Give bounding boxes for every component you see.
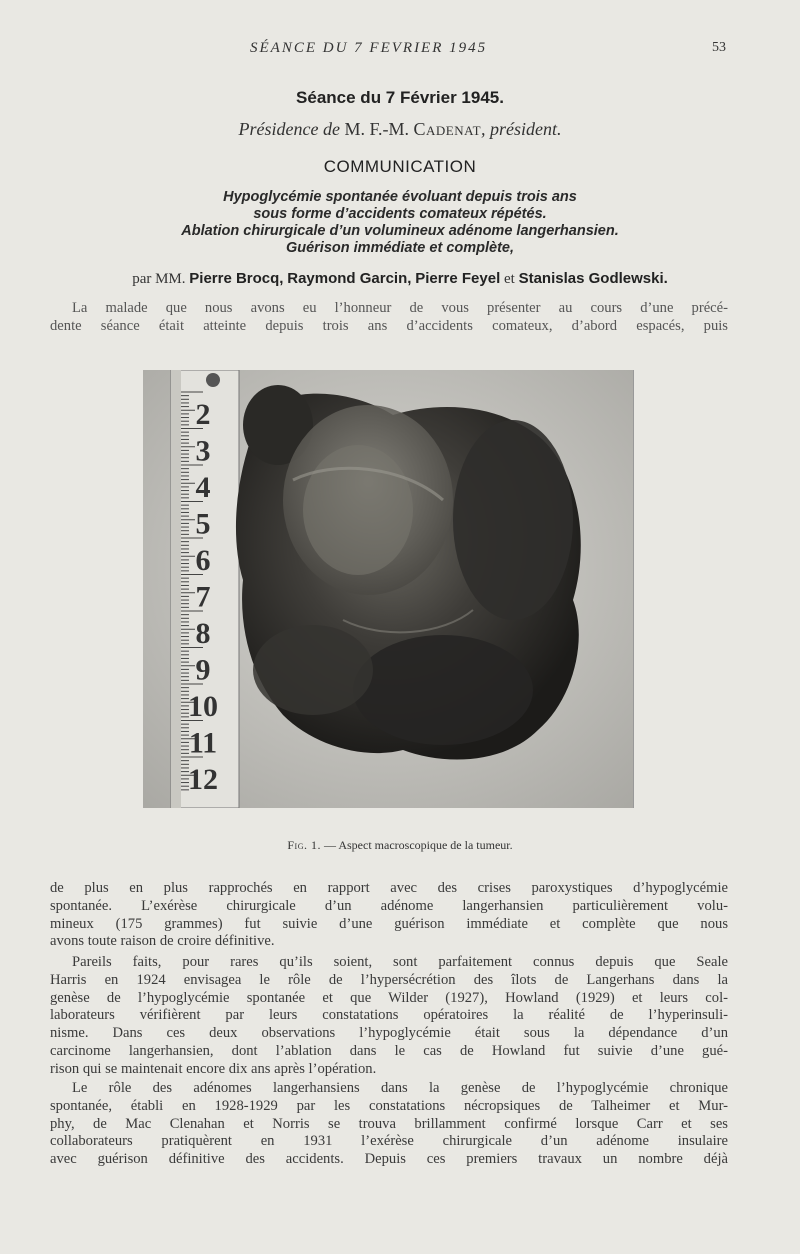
ruler-number: 12 <box>188 763 218 796</box>
intro-paragraph <box>50 300 728 336</box>
text-line: mineux (175 grammes) fut suivie d’une guérison immédiate et complète que nous <box>50 915 728 932</box>
text-line: spontanée. L’exérèse chirurgicale d’un adénome langerhansien particulièrement volu- <box>50 897 728 914</box>
authors-prefix: par MM. <box>132 271 186 287</box>
presidency-prefix: Présidence de <box>238 119 340 139</box>
tumor-photo-image <box>143 370 633 808</box>
authors-line <box>0 270 800 288</box>
text-line: Le rôle des adénomes langerhansiens dans la genèse de l’hypoglycémie chronique <box>72 1080 728 1096</box>
president-role: , président. <box>481 119 562 139</box>
caption-text: — Aspect macroscopique de la tumeur. <box>324 838 513 852</box>
title-line: Hypoglycémie spontanée évoluant depuis trois ans <box>223 189 577 205</box>
authors-conjunction: et <box>504 271 515 287</box>
text-line: nisme. Dans ces deux observations l’hypoglycémie était sous la dépendance d’un <box>50 1025 728 1042</box>
president-name: Cadenat <box>413 119 482 139</box>
text-line: genèse de l’hypoglycémie spontanée et que Wilder (1927), Howland (1929) et leurs col- <box>50 989 728 1006</box>
running-title: SÉANCE DU 7 FEVRIER 1945 <box>250 40 488 56</box>
author-name: Pierre Brocq, <box>189 270 284 287</box>
ruler-number: 8 <box>195 617 211 650</box>
body-paragraph-2 <box>50 954 728 1079</box>
ruler-number: 3 <box>195 434 211 468</box>
title-line: Ablation chirurgicale d’un volumineux adénome langerhansien. <box>181 223 619 239</box>
communication-title <box>0 189 800 257</box>
text-line: avons toute raison de croire définitive. <box>50 933 275 950</box>
text-line: avec guérison définitive des accidents. Depuis ces premiers travaux un nombre déjà <box>50 1151 728 1168</box>
text-line: spontanée, établi en 1928-1929 par les constatations nécropsiques de Talheimer et Mur- <box>50 1097 728 1114</box>
measuring-tape <box>171 370 239 808</box>
session-title: Séance du 7 Février 1945. <box>296 88 504 107</box>
text-line: Harris en 1924 envisagea le rôle de l’hypersécrétion des îlots de Langerhans dans la <box>50 971 728 988</box>
title-line: sous forme d’accidents comateux répétés. <box>253 206 547 222</box>
author-name: Stanislas Godlewski. <box>518 270 668 287</box>
title-line: Guérison immédiate et complète, <box>285 240 515 256</box>
ruler-number: 4 <box>195 471 211 504</box>
ruler-number: 5 <box>195 507 211 541</box>
text-line: Pareils faits, pour rares qu’ils soient, sont parfaitement connus depuis que Seale <box>72 954 728 970</box>
ruler-number: 7 <box>195 580 211 614</box>
author-name: Raymond Garcin, <box>287 270 412 287</box>
tumor-photograph <box>143 370 634 808</box>
author-name: Pierre Feyel <box>415 270 501 287</box>
page-number: 53 <box>712 40 726 55</box>
text-line: phy, de Mac Clenahan et Norris se trouva brillamment confirmé lorsque Carr et ses <box>50 1115 728 1132</box>
ruler-number: 2 <box>195 398 211 431</box>
text-line: carcinome langerhansien, dont l’ablation dans le cas de Howland fut suivie d’une gué- <box>50 1042 728 1059</box>
text-line: collaborateurs pratiquèrent en 1931 l’exérèse chirurgicale d’un adénome insulaire <box>50 1133 728 1150</box>
body-paragraph-3 <box>50 1080 728 1169</box>
ruler-number: 11 <box>188 726 218 760</box>
ruler-number: 9 <box>195 653 211 687</box>
text-line: rison qui se maintenait encore dix ans après l’opération. <box>50 1060 377 1077</box>
ruler-number: 10 <box>188 690 218 723</box>
body-paragraph-1 <box>50 880 728 951</box>
president-initials: M. F.-M. <box>344 119 410 139</box>
text-line: de plus en plus rapprochés en rapport avec des crises paroxystiques d’hypoglycémie <box>50 880 728 896</box>
presidency-line <box>0 119 800 140</box>
figure-caption <box>0 838 800 853</box>
text-line: La malade que nous avons eu l’honneur de vous présenter au cours d’une précé- <box>72 300 728 316</box>
caption-label: Fig. 1. <box>287 838 321 852</box>
ruler-number: 6 <box>195 544 211 577</box>
section-heading: COMMUNICATION <box>323 157 477 176</box>
text-line: laborateurs vérifièrent par leurs constatations opératoires la réalité de l’hyperinsuli- <box>50 1007 728 1024</box>
text-line: dente séance était atteinte depuis trois ans d’accidents comateux, d’abord espacés, puis <box>50 317 728 334</box>
running-head <box>0 40 800 60</box>
